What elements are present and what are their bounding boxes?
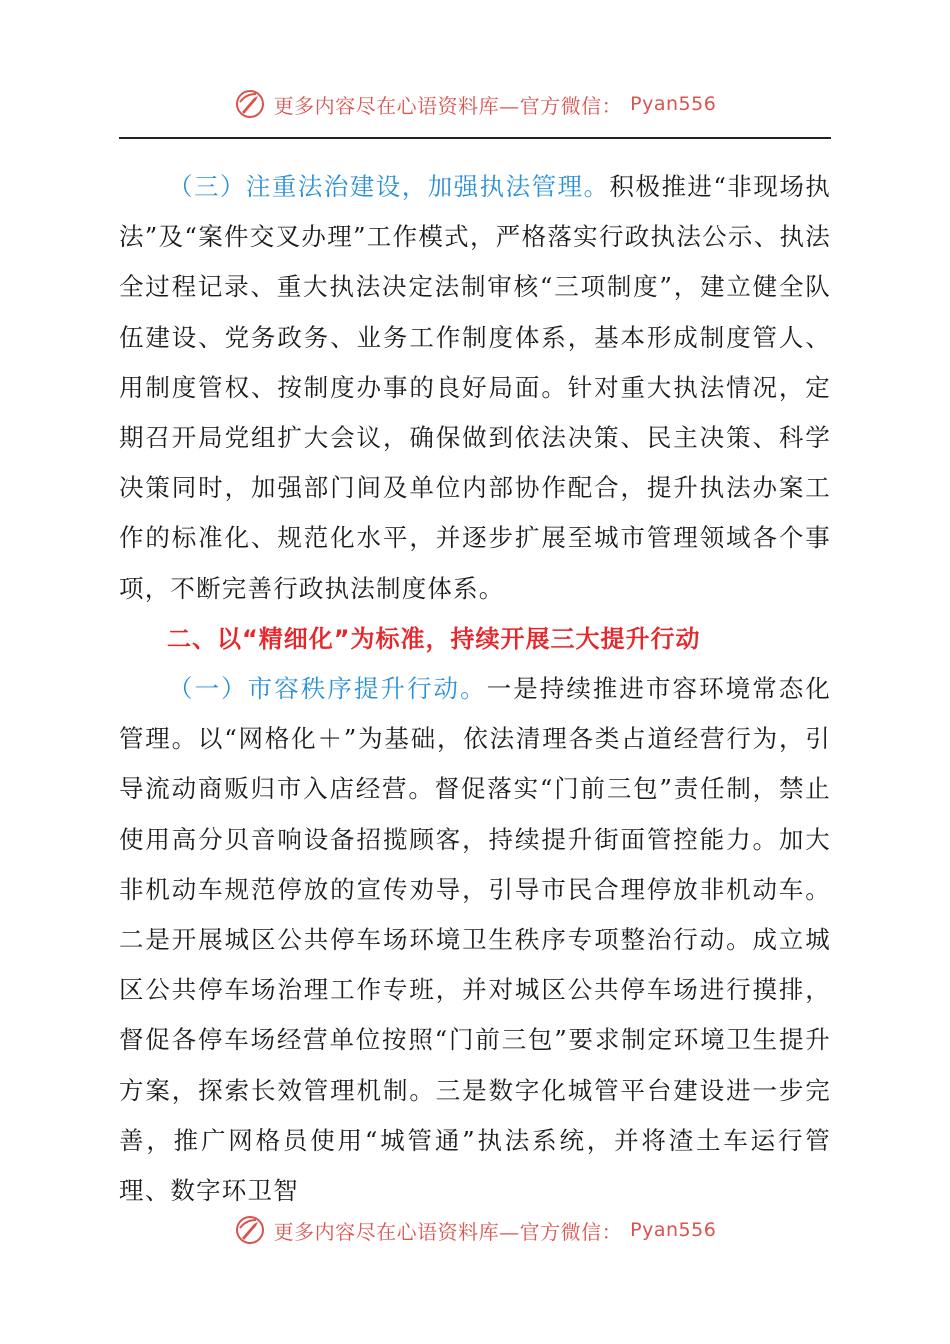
sub-heading-1: （一）市容秩序提升行动。: [168, 674, 487, 704]
document-body: [119, 162, 831, 1216]
header-banner: [0, 82, 950, 126]
header-banner-wechat: Pyan556: [630, 93, 717, 115]
footer-banner-wechat: Pyan556: [630, 1219, 717, 1241]
section-heading-2: 二、以“精细化”为标准，持续开展三大提升行动: [167, 624, 701, 653]
paragraph-law-enforcement: [119, 162, 831, 614]
footer-banner-text: 更多内容尽在心语资料库—官方微信：: [273, 1219, 623, 1244]
paragraph-city-order: [119, 664, 831, 1216]
sub-heading-3: （三）注重法治建设，加强执法管理。: [168, 172, 610, 201]
paragraph-body: 积极推进“非现场执法”及“案件交叉办理”工作模式，严格落实行政执法公示、执法全过程记录、重大执法决定法制审核“三项制度”，建立健全队伍建设、党务政务、业务工作制度体系，基本形成制度管人、用制度管权、按制度办事的良好局面。针对重大执法情况，定期召开局党组扩大会议，确保做到依法决策、民主决策、科学决策同时，加强部门间及单位内部协作配合，提升执法办案工作的标准化、规范化水平，并逐步扩展至城市管理领域各个事项，不断完善行政执法制度体系。: [119, 172, 831, 603]
header-divider: [119, 137, 831, 139]
paragraph-body: 一是持续推进市容环境常态化管理。以“网格化＋”为基础，依法清理各类占道经营行为，引导流动商贩归市入店经营。督促落实“门前三包”责任制，禁止使用高分贝音响设备招揽顾客，持续提升街面管控能力。加大非机动车规范停放的宣传劝导，引导市民合理停放非机动车。二是开展城区公共停车场环境卫生秩序专项整治行动。成立城区公共停车场治理工作专班，并对城区公共停车场进行摸排，督促各停车场经营单位按照“门前三包”要求制定环境卫生提升方案，探索长效管理机制。三是数字化城管平台建设进一步完善，推广网格员使用“城管通”执法系统，并将渣土车运行管理、数字环卫智: [119, 674, 831, 1206]
pen-nib-logo-icon: [234, 88, 266, 120]
header-banner-text: 更多内容尽在心语资料库—官方微信：: [273, 93, 623, 118]
pen-nib-logo-icon: [234, 1214, 266, 1246]
footer-banner: [0, 1208, 950, 1252]
